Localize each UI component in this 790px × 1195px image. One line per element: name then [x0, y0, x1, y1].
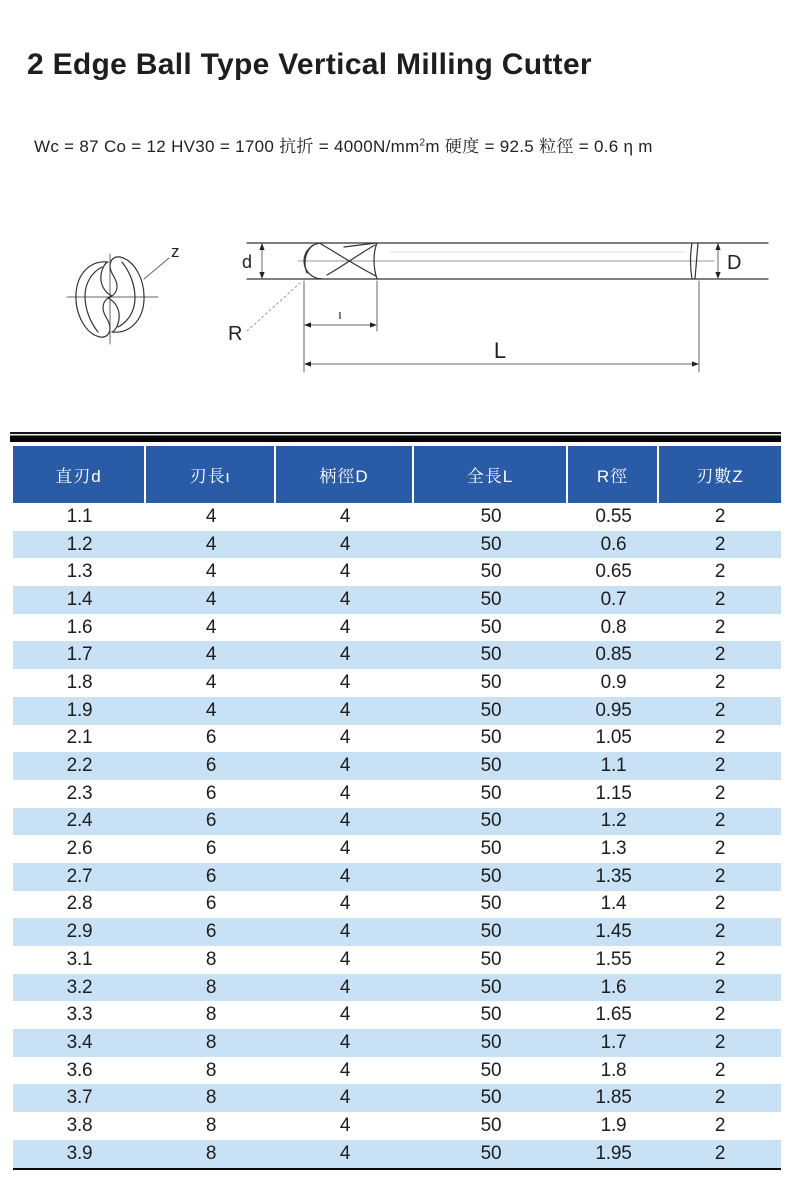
table-cell: 4 [339, 810, 351, 832]
table-cell: 2.1 [66, 727, 93, 749]
dimension-table [13, 446, 781, 1170]
table-cell: 2 [714, 671, 726, 693]
table-cell: 4 [205, 533, 217, 555]
table-cell: 0.9 [600, 671, 627, 693]
table-cell: 1.4 [600, 893, 627, 915]
table-row [13, 946, 781, 974]
column-header-4: 全長L [414, 446, 568, 503]
table-cell: 2 [714, 893, 726, 915]
table-cell: 50 [480, 1031, 502, 1053]
table-cell: 1.6 [66, 616, 93, 638]
table-row [13, 974, 781, 1002]
table-cell: 1.35 [595, 865, 632, 887]
table-row [13, 614, 781, 642]
table-cell: 0.55 [595, 505, 632, 527]
table-cell: 50 [480, 671, 502, 693]
table-cell: 4 [339, 588, 351, 610]
column-header-3: 柄徑D [276, 446, 414, 503]
table-cell: 2 [714, 644, 726, 666]
table-cell: 1.2 [66, 533, 93, 555]
flute-gash-edge [344, 243, 376, 247]
table-cell: 2 [714, 1004, 726, 1026]
table-cell: 0.65 [595, 561, 632, 583]
table-row [13, 531, 781, 559]
table-cell: 50 [480, 1059, 502, 1081]
ball-flute-edge [305, 245, 313, 273]
table-cell: 2 [714, 533, 726, 555]
table-cell: 4 [205, 616, 217, 638]
table-cell: 4 [205, 505, 217, 527]
spec-text-pre: Wc = 87 Co = 12 HV30 = 1700 抗折 = 4000N/mm [34, 137, 420, 156]
table-cell: 4 [339, 755, 351, 777]
side-view [228, 243, 768, 372]
table-header-row [13, 446, 781, 503]
material-spec-line [34, 132, 653, 157]
label-z: z [171, 242, 180, 261]
table-cell: 3.8 [66, 1114, 93, 1136]
spec-superscript: 2 [419, 137, 426, 149]
label-flute-length: ι [338, 307, 342, 322]
table-cell: 2.7 [66, 865, 93, 887]
label-D: D [727, 252, 742, 274]
table-cell: 6 [205, 893, 217, 915]
table-cell: 8 [205, 1004, 217, 1026]
table-cell: 50 [480, 948, 502, 970]
table-row [13, 1029, 781, 1057]
table-cell: 1.95 [595, 1142, 632, 1164]
table-cell: 8 [205, 976, 217, 998]
table-cell: 4 [339, 699, 351, 721]
table-row [13, 669, 781, 697]
table-cell: 0.95 [595, 699, 632, 721]
table-cell: 1.65 [595, 1004, 632, 1026]
table-cell: 2 [714, 1031, 726, 1053]
table-row [13, 586, 781, 614]
table-cell: 2 [714, 505, 726, 527]
table-cell: 4 [339, 644, 351, 666]
table-row [13, 1112, 781, 1140]
table-cell: 1.55 [595, 948, 632, 970]
front-view [67, 242, 180, 344]
table-cell: 50 [480, 588, 502, 610]
table-cell: 4 [339, 921, 351, 943]
column-header-1: 直刃d [13, 446, 146, 503]
table-cell: 8 [205, 1087, 217, 1109]
column-header-5: R徑 [568, 446, 659, 503]
table-cell: 8 [205, 1142, 217, 1164]
table-row [13, 808, 781, 836]
table-row [13, 1140, 781, 1168]
table-cell: 2.3 [66, 782, 93, 804]
table-cell: 4 [339, 865, 351, 887]
table-cell: 3.7 [66, 1087, 93, 1109]
label-d: d [241, 252, 252, 272]
table-cell: 2 [714, 948, 726, 970]
cutter-technical-drawing [0, 210, 790, 410]
table-cell: 1.8 [600, 1059, 627, 1081]
table-cell: 1.7 [600, 1031, 627, 1053]
table-cell: 2 [714, 727, 726, 749]
table-cell: 3.3 [66, 1004, 93, 1026]
column-header-6: 刃數Z [696, 467, 744, 486]
table-cell: 50 [480, 838, 502, 860]
table-cell: 50 [480, 505, 502, 527]
table-cell: 1.45 [595, 921, 632, 943]
table-cell: 1.9 [66, 699, 93, 721]
table-row [13, 835, 781, 863]
table-cell: 4 [339, 782, 351, 804]
table-cell: 2 [714, 1114, 726, 1136]
column-header-2: 刃長ι [146, 446, 276, 503]
table-cell: 50 [480, 561, 502, 583]
table-body [13, 503, 781, 1170]
table-cell: 1.15 [595, 782, 632, 804]
table-cell: 4 [339, 533, 351, 555]
table-cell: 2 [714, 755, 726, 777]
flute-land-left [85, 267, 102, 332]
table-row [13, 1084, 781, 1112]
table-cell: 8 [205, 1114, 217, 1136]
table-cell: 50 [480, 1004, 502, 1026]
table-cell: 50 [480, 727, 502, 749]
table-cell: 1.85 [595, 1087, 632, 1109]
table-cell: 1.6 [600, 976, 627, 998]
table-cell: 2 [714, 1059, 726, 1081]
table-cell: 1.7 [66, 644, 93, 666]
table-cell: 4 [339, 1142, 351, 1164]
table-cell: 6 [205, 921, 217, 943]
table-cell: 50 [480, 533, 502, 555]
table-cell: 4 [339, 671, 351, 693]
table-cell: 3.9 [66, 1142, 93, 1164]
table-cell: 50 [480, 1142, 502, 1164]
table-cell: 4 [339, 948, 351, 970]
table-cell: 2.4 [66, 810, 93, 832]
table-cell: 2.9 [66, 921, 93, 943]
spec-text-post: m 硬度 = 92.5 粒徑 = 0.6 η m [425, 137, 653, 156]
table-cell: 3.6 [66, 1059, 93, 1081]
table-cell: 4 [339, 505, 351, 527]
table-cell: 4 [339, 976, 351, 998]
table-cell: 0.85 [595, 644, 632, 666]
table-cell: 6 [205, 755, 217, 777]
table-cell: 4 [205, 699, 217, 721]
table-cell: 4 [339, 1087, 351, 1109]
table-cell: 4 [205, 671, 217, 693]
table-cell: 6 [205, 838, 217, 860]
table-cell: 8 [205, 948, 217, 970]
table-cell: 6 [205, 782, 217, 804]
table-row [13, 1057, 781, 1085]
label-R: R [228, 323, 243, 345]
table-row [13, 641, 781, 669]
table-row [13, 780, 781, 808]
table-cell: 6 [205, 727, 217, 749]
table-cell: 1.3 [600, 838, 627, 860]
page-title: 2 Edge Ball Type Vertical Milling Cutter [27, 48, 592, 81]
table-cell: 1.05 [595, 727, 632, 749]
table-cell: 1.2 [600, 810, 627, 832]
table-cell: 2 [714, 810, 726, 832]
table-cell: 1.8 [66, 671, 93, 693]
table-cell: 2.6 [66, 838, 93, 860]
table-cell: 4 [339, 1114, 351, 1136]
table-cell: 0.7 [600, 588, 627, 610]
table-cell: 50 [480, 865, 502, 887]
table-cell: 50 [480, 699, 502, 721]
table-cell: 8 [205, 1059, 217, 1081]
table-cell: 50 [480, 976, 502, 998]
table-cell: 2.2 [66, 755, 93, 777]
flute-land-right [118, 262, 135, 327]
table-cell: 4 [205, 644, 217, 666]
table-cell: 1.4 [66, 588, 93, 610]
table-row [13, 891, 781, 919]
table-cell: 2 [714, 616, 726, 638]
table-cell: 4 [339, 561, 351, 583]
table-row [13, 752, 781, 780]
table-cell: 0.6 [600, 533, 627, 555]
table-cell: 2 [714, 561, 726, 583]
table-cell: 4 [339, 1031, 351, 1053]
table-cell: 2 [714, 1142, 726, 1164]
table-cell: 2 [714, 1087, 726, 1109]
table-row [13, 725, 781, 753]
table-cell: 8 [205, 1031, 217, 1053]
table-cell: 50 [480, 755, 502, 777]
table-row [13, 558, 781, 586]
table-cell: 4 [339, 727, 351, 749]
table-cell: 6 [205, 810, 217, 832]
flute-spiral-lower [327, 245, 375, 275]
table-cell: 50 [480, 1087, 502, 1109]
table-cell: 1.3 [66, 561, 93, 583]
table-cell: 2 [714, 921, 726, 943]
table-cell: 3.1 [66, 948, 93, 970]
table-cell: 0.8 [600, 616, 627, 638]
table-cell: 4 [205, 561, 217, 583]
table-cell: 2 [714, 838, 726, 860]
table-cell: 4 [339, 893, 351, 915]
table-cell: 2 [714, 865, 726, 887]
table-cell: 50 [480, 644, 502, 666]
table-cell: 3.2 [66, 976, 93, 998]
table-row [13, 863, 781, 891]
table-cell: 2 [714, 699, 726, 721]
table-cell: 1.1 [66, 505, 93, 527]
table-cell: 50 [480, 810, 502, 832]
table-cell: 4 [339, 1059, 351, 1081]
table-cell: 4 [339, 616, 351, 638]
table-cell: 4 [339, 838, 351, 860]
table-row [13, 503, 781, 531]
table-row [13, 697, 781, 725]
table-cell: 50 [480, 616, 502, 638]
table-cell: 50 [480, 782, 502, 804]
table-row [13, 918, 781, 946]
table-cell: 50 [480, 1114, 502, 1136]
table-cell: 2 [714, 976, 726, 998]
table-cell: 4 [205, 588, 217, 610]
table-cell: 50 [480, 921, 502, 943]
table-cell: 2.8 [66, 893, 93, 915]
table-cell: 50 [480, 893, 502, 915]
table-row [13, 1001, 781, 1029]
table-cell: 1.9 [600, 1114, 627, 1136]
table-cell: 4 [339, 1004, 351, 1026]
table-cell: 1.1 [600, 755, 627, 777]
table-cell: 2 [714, 588, 726, 610]
section-divider-bar [10, 432, 781, 442]
table-cell: 3.4 [66, 1031, 93, 1053]
label-L: L [493, 338, 507, 363]
table-cell: 2 [714, 782, 726, 804]
table-cell: 6 [205, 865, 217, 887]
